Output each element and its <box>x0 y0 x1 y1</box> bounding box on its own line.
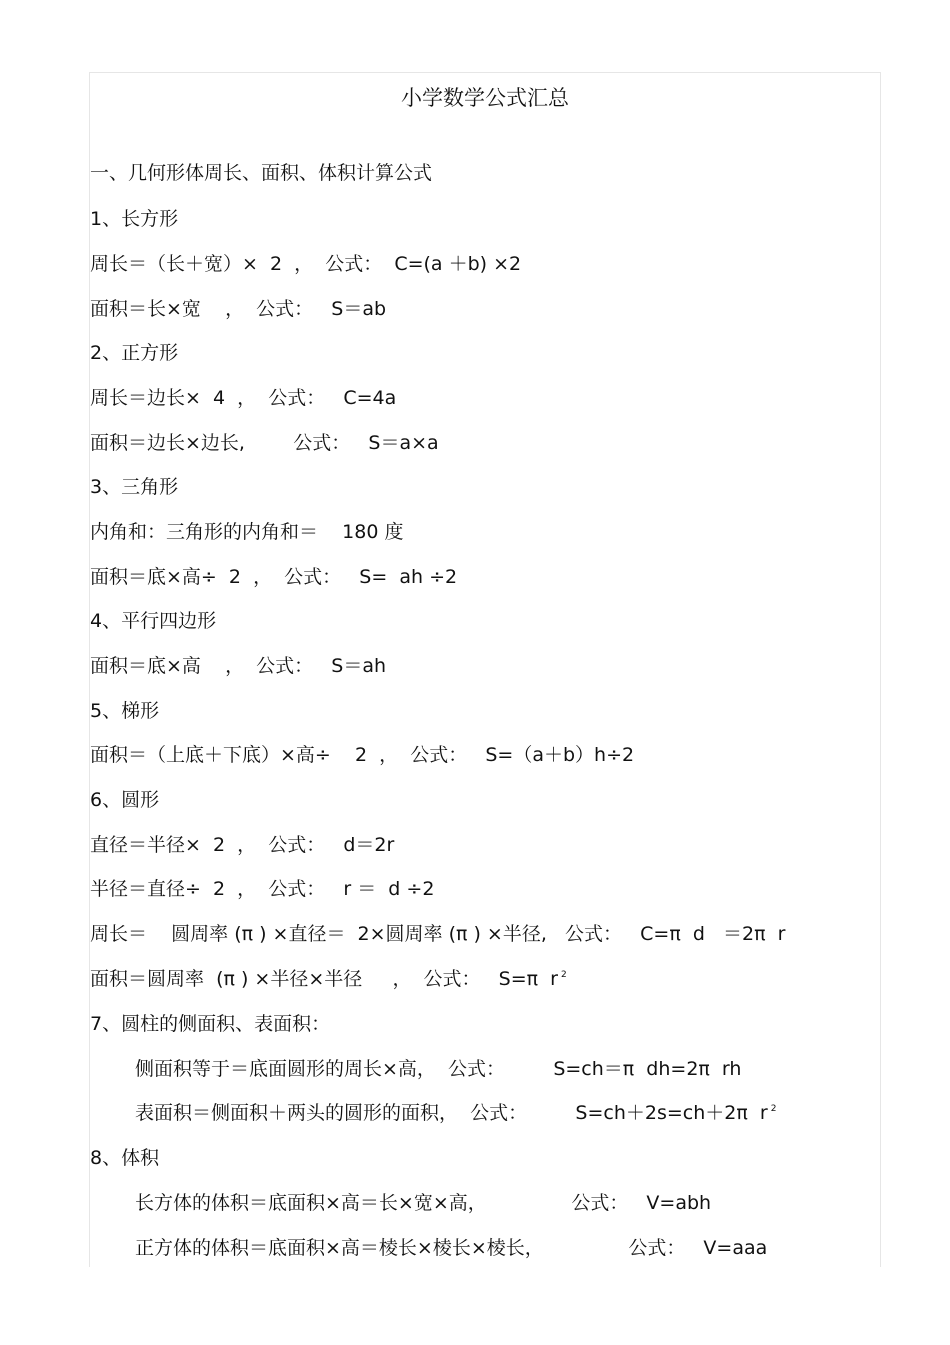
formula-cylinder-lateral-area: 侧面积等于＝底面圆形的周长×高， 公式： S=ch＝π dh=2π rh <box>135 1058 742 1080</box>
formula-circle-circumference: 周长＝ 圆周率 (π ) ×直径＝ 2×圆周率 (π ) ×半径, 公式： C=π d ＝2π r <box>90 923 786 945</box>
formula-square-perimeter: 周长＝边长× 4 ， 公式： C=4a <box>90 387 397 409</box>
subheading-volume: 8、体积 <box>90 1147 160 1169</box>
subheading-parallelogram: 4、平行四边形 <box>90 610 217 632</box>
document-title: 小学数学公式汇总 <box>401 86 569 110</box>
formula-cylinder-surface-line <box>135 1099 776 1127</box>
formula-rectangle-area: 面积＝长×宽 ， 公式： S＝ab <box>90 298 387 320</box>
subheading-cylinder: 7、圆柱的侧面积、表面积： <box>90 1013 331 1035</box>
subheading-circle: 6、圆形 <box>90 789 160 811</box>
formula-cuboid-volume: 长方体的体积＝底面积×高＝长×宽×高， 公式： V=abh <box>135 1192 712 1214</box>
formula-cube-volume: 正方体的体积＝底面积×高＝棱长×棱长×棱长， 公式： V=aaa <box>135 1237 768 1259</box>
section-heading-geometry: 一、几何形体周长、面积、体积计算公式 <box>90 162 433 184</box>
formula-parallelogram-area: 面积＝底×高 ， 公式： S＝ah <box>90 655 387 677</box>
subheading-trapezoid: 5、梯形 <box>90 700 160 722</box>
formula-cylinder-surface-area: 表面积＝侧面积＋两头的圆形的面积， 公式： S=ch＋2s=ch＋2π r <box>135 1102 768 1124</box>
formula-triangle-area: 面积＝底×高÷ 2 ， 公式： S= ah ÷2 <box>90 566 458 588</box>
superscript-2: 2 <box>770 1104 777 1114</box>
formula-circle-diameter: 直径＝半径× 2 ， 公式： d＝2r <box>90 834 395 856</box>
subheading-triangle: 3、三角形 <box>90 476 179 498</box>
formula-circle-area: 面积＝圆周率 (π ) ×半径×半径 ， 公式： S=π r <box>90 968 558 990</box>
document-page <box>89 72 881 1267</box>
subheading-square: 2、正方形 <box>90 342 179 364</box>
formula-square-area: 面积＝边长×边长, 公式： S＝a×a <box>90 432 439 454</box>
formula-circle-radius: 半径＝直径÷ 2 ， 公式： r ＝ d ÷2 <box>90 878 435 900</box>
formula-circle-area-line <box>90 965 567 993</box>
formula-trapezoid-area: 面积＝（上底＋下底）×高÷ 2 ， 公式： S=（a＋b）h÷2 <box>90 744 635 766</box>
superscript-2: 2 <box>560 970 567 980</box>
formula-rectangle-perimeter: 周长＝（长＋宽）× 2 ， 公式： C=(a ＋b) ×2 <box>90 253 522 275</box>
formula-triangle-angles: 内角和：三角形的内角和＝ 180 度 <box>90 521 404 543</box>
subheading-rectangle: 1、长方形 <box>90 208 179 230</box>
